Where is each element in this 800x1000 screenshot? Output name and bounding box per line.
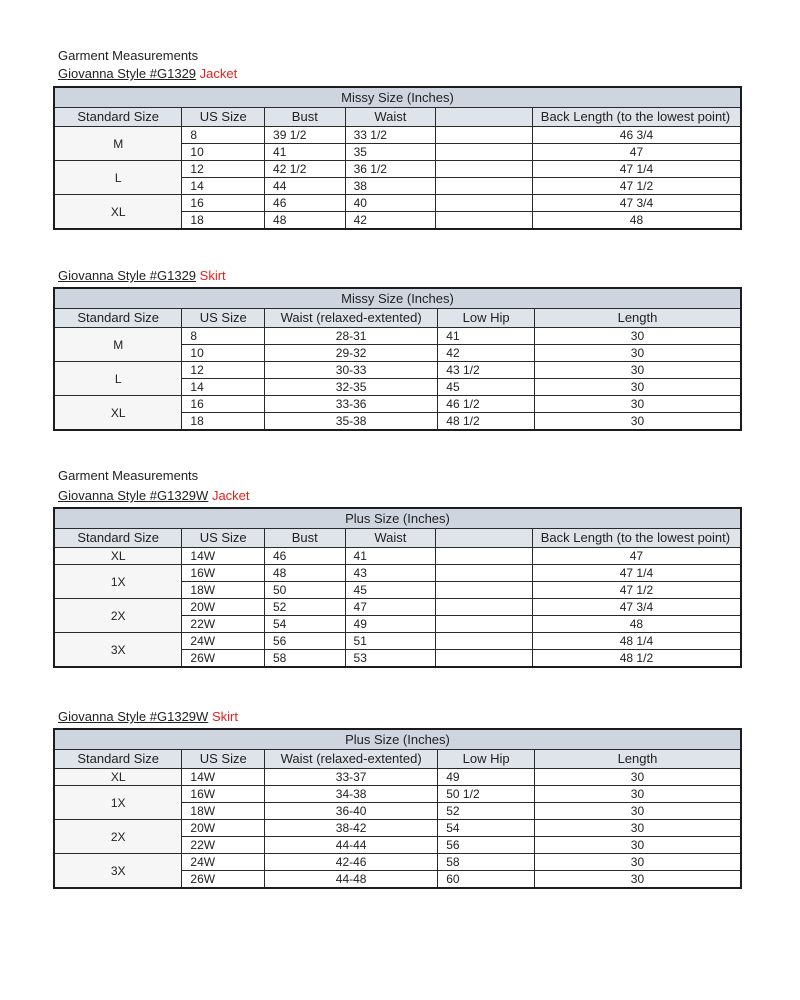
back-length-cell: 47 1/4 [532,565,741,582]
waist-range-cell: 36-40 [265,803,438,820]
back-length-cell: 48 [532,616,741,633]
column-header: Standard Size [54,529,182,548]
column-header: Length [534,309,741,328]
table-row [54,127,741,144]
section-2-style-line [58,268,226,284]
waist-range-cell: 30-33 [265,362,438,379]
waist-cell: 40 [345,195,436,212]
low-hip-cell: 41 [438,328,535,345]
table-row [54,328,741,345]
us-size-cell: 18 [182,212,265,230]
table-row [54,786,741,803]
header-row [54,309,741,328]
length-cell: 30 [534,413,741,431]
caption-row [54,288,741,309]
column-header: Standard Size [54,309,182,328]
column-header: Low Hip [438,309,535,328]
bust-cell: 58 [264,650,345,668]
column-header: Back Length (to the lowest point) [532,108,741,127]
bust-cell: 39 1/2 [265,127,346,144]
us-size-cell: 14W [182,548,265,565]
us-size-cell: 8 [182,328,265,345]
bust-cell: 56 [264,633,345,650]
back-length-cell: 47 3/4 [532,195,741,212]
us-size-cell: 14 [182,178,265,195]
blank-cell [436,599,533,616]
column-header: US Size [182,108,265,127]
section-1-heading: Garment Measurements [58,48,199,63]
blank-cell [436,565,533,582]
column-header: Waist [345,108,436,127]
garment-type: Jacket [211,488,250,503]
us-size-cell: 16 [182,195,265,212]
back-length-cell: 47 1/2 [532,582,741,599]
waist-cell: 41 [345,548,436,565]
us-size-cell: 16W [182,565,265,582]
style-label: Giovanna Style #G1329W [58,488,209,503]
us-size-cell: 24W [182,854,265,871]
low-hip-cell: 42 [438,345,535,362]
waist-range-cell: 42-46 [265,854,438,871]
section-3-heading: Garment Measurements [58,468,199,483]
section-4-style-line [58,709,238,725]
table-row [54,362,741,379]
waist-range-cell: 33-37 [265,769,438,786]
length-cell: 30 [534,837,741,854]
header-row [54,529,741,548]
standard-size-cell: 3X [54,633,182,668]
back-length-cell: 48 1/2 [532,650,741,668]
standard-size-cell: 3X [54,854,182,889]
blank-cell [436,178,533,195]
back-length-cell: 47 [532,144,741,161]
column-header: Waist (relaxed-extented) [265,750,438,769]
missy-skirt-table [53,287,742,431]
low-hip-cell: 50 1/2 [438,786,535,803]
low-hip-cell: 54 [438,820,535,837]
length-cell: 30 [534,871,741,889]
table-row [54,599,741,616]
column-header: Waist [345,529,436,548]
back-length-cell: 47 [532,548,741,565]
back-length-cell: 48 1/4 [532,633,741,650]
column-header: US Size [182,529,265,548]
standard-size-cell: 1X [54,565,182,599]
style-label: Giovanna Style #G1329 [58,66,197,81]
table-row [54,633,741,650]
us-size-cell: 20W [182,599,265,616]
us-size-cell: 20W [182,820,265,837]
column-header: US Size [182,750,265,769]
garment-type: Jacket [199,66,238,81]
column-header: Bust [264,529,345,548]
length-cell: 30 [534,396,741,413]
length-cell: 30 [534,328,741,345]
length-cell: 30 [534,820,741,837]
waist-cell: 42 [345,212,436,230]
standard-size-cell: L [54,362,182,396]
column-header: Bust [265,108,346,127]
bust-cell: 50 [264,582,345,599]
blank-cell [436,650,533,668]
waist-cell: 53 [345,650,436,668]
us-size-cell: 18W [182,803,265,820]
blank-cell [436,633,533,650]
bust-cell: 52 [264,599,345,616]
length-cell: 30 [534,345,741,362]
bust-cell: 44 [265,178,346,195]
back-length-cell: 47 1/4 [532,161,741,178]
waist-range-cell: 38-42 [265,820,438,837]
table-row [54,565,741,582]
section-3-style-line [58,488,250,504]
back-length-cell: 47 3/4 [532,599,741,616]
waist-range-cell: 34-38 [265,786,438,803]
bust-cell: 48 [265,212,346,230]
waist-range-cell: 44-44 [265,837,438,854]
bust-cell: 54 [264,616,345,633]
waist-range-cell: 33-36 [265,396,438,413]
column-header: Low Hip [438,750,535,769]
low-hip-cell: 60 [438,871,535,889]
waist-cell: 51 [345,633,436,650]
waist-cell: 43 [345,565,436,582]
us-size-cell: 12 [182,362,265,379]
length-cell: 30 [534,803,741,820]
waist-range-cell: 44-48 [265,871,438,889]
garment-type: Skirt [211,709,238,724]
standard-size-cell: M [54,127,182,161]
us-size-cell: 14 [182,379,265,396]
column-header: US Size [182,309,265,328]
us-size-cell: 10 [182,345,265,362]
back-length-cell: 46 3/4 [532,127,741,144]
us-size-cell: 18 [182,413,265,431]
length-cell: 30 [534,379,741,396]
column-header: Waist (relaxed-extented) [265,309,438,328]
caption-row [54,508,741,529]
column-header: Standard Size [54,108,182,127]
table-row [54,195,741,212]
us-size-cell: 22W [182,837,265,854]
waist-cell: 36 1/2 [345,161,436,178]
low-hip-cell: 56 [438,837,535,854]
standard-size-cell: M [54,328,182,362]
bust-cell: 46 [264,548,345,565]
table-row [54,161,741,178]
back-length-cell: 48 [532,212,741,230]
plus-skirt-table [53,728,742,889]
blank-cell [436,195,533,212]
low-hip-cell: 48 1/2 [438,413,535,431]
table-row [54,769,741,786]
waist-range-cell: 29-32 [265,345,438,362]
column-header: Length [534,750,741,769]
us-size-cell: 12 [182,161,265,178]
length-cell: 30 [534,362,741,379]
us-size-cell: 8 [182,127,265,144]
waist-cell: 47 [345,599,436,616]
bust-cell: 48 [264,565,345,582]
back-length-cell: 47 1/2 [532,178,741,195]
style-label: Giovanna Style #G1329 [58,268,197,283]
low-hip-cell: 58 [438,854,535,871]
waist-cell: 33 1/2 [345,127,436,144]
us-size-cell: 16 [182,396,265,413]
us-size-cell: 18W [182,582,265,599]
table-caption: Plus Size (Inches) [54,508,741,529]
blank-cell [436,548,533,565]
blank-cell [436,127,533,144]
standard-size-cell: XL [54,769,182,786]
section-1-style-line [58,66,237,82]
bust-cell: 42 1/2 [265,161,346,178]
header-row [54,108,741,127]
bust-cell: 46 [265,195,346,212]
standard-size-cell: XL [54,548,182,565]
low-hip-cell: 49 [438,769,535,786]
table-row [54,820,741,837]
blank-cell [436,616,533,633]
standard-size-cell: XL [54,195,182,230]
column-header [436,529,533,548]
waist-range-cell: 32-35 [265,379,438,396]
caption-row [54,87,741,108]
table-row [54,854,741,871]
standard-size-cell: 2X [54,820,182,854]
column-header: Back Length (to the lowest point) [532,529,741,548]
table-row [54,548,741,565]
column-header: Standard Size [54,750,182,769]
plus-jacket-table [53,507,742,668]
us-size-cell: 10 [182,144,265,161]
header-row [54,750,741,769]
blank-cell [436,161,533,178]
standard-size-cell: 2X [54,599,182,633]
style-label: Giovanna Style #G1329W [58,709,209,724]
us-size-cell: 14W [182,769,265,786]
us-size-cell: 26W [182,650,265,668]
length-cell: 30 [534,854,741,871]
table-row [54,396,741,413]
garment-type: Skirt [199,268,226,283]
us-size-cell: 24W [182,633,265,650]
standard-size-cell: XL [54,396,182,431]
length-cell: 30 [534,786,741,803]
length-cell: 30 [534,769,741,786]
standard-size-cell: L [54,161,182,195]
caption-row [54,729,741,750]
bust-cell: 41 [265,144,346,161]
waist-range-cell: 35-38 [265,413,438,431]
standard-size-cell: 1X [54,786,182,820]
low-hip-cell: 45 [438,379,535,396]
low-hip-cell: 52 [438,803,535,820]
waist-cell: 35 [345,144,436,161]
waist-cell: 49 [345,616,436,633]
table-caption: Plus Size (Inches) [54,729,741,750]
blank-cell [436,212,533,230]
table-caption: Missy Size (Inches) [54,288,741,309]
table-caption: Missy Size (Inches) [54,87,741,108]
blank-cell [436,144,533,161]
us-size-cell: 22W [182,616,265,633]
us-size-cell: 16W [182,786,265,803]
missy-jacket-table [53,86,742,230]
us-size-cell: 26W [182,871,265,889]
waist-cell: 45 [345,582,436,599]
blank-cell [436,582,533,599]
column-header [436,108,533,127]
waist-cell: 38 [345,178,436,195]
low-hip-cell: 46 1/2 [438,396,535,413]
low-hip-cell: 43 1/2 [438,362,535,379]
waist-range-cell: 28-31 [265,328,438,345]
